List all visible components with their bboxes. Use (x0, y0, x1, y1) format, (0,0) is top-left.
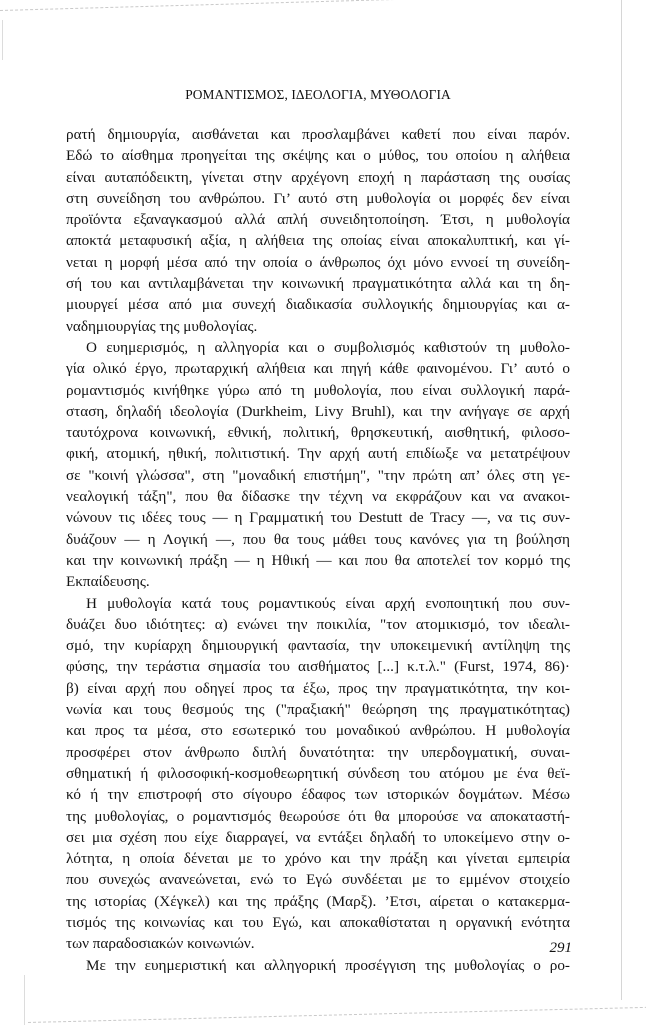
text-line: σμό, την κυρίαρχη δημιουργική φαντασία, την υποκειμενική αντίληψη της (66, 637, 570, 655)
scan-edge-left (2, 20, 3, 60)
text-line: σει μια σχέση που είχε διαρραγεί, να εντάξει δηλαδή το υποκείμενο στην ο- (66, 828, 570, 846)
text-line: που συνεχώς ανανεώνεται, ενώ το Εγώ συνδέεται με το εμμένον στοιχείο (66, 871, 570, 889)
scan-edge-bottom (28, 1007, 646, 1023)
paragraph (66, 124, 570, 337)
text-line: ταυτόχρονα κοινωνική, εθνική, πολιτική, θρησκευτική, αισθητική, φιλοσο- (66, 424, 570, 442)
scan-edge-left-bottom (24, 975, 25, 1025)
text-line: προσφέρει στον άνθρωπο διπλή δυνατότητα: την υπερδογματική, συναι- (66, 743, 570, 761)
text-line: των παραδοσιακών κοινωνιών. (66, 935, 255, 953)
text-line: φική, ατομική, ηθική, πολιτιστική. Την αρχή αυτή επιδίωξε να μετατρέψουν (66, 445, 570, 463)
text-line: τισμός της κοινωνίας και του Εγώ, και αποκαθίσταται η οργανική ενότητα (66, 913, 570, 931)
text-line: κό ή την επιστροφή στο σίγουρο έδαφος των ιστορικών δογμάτων. Μέσω (66, 786, 570, 804)
text-line: προϊόντα εξαναγκασμού αλλά απλή συνειδητοποίηση. Έτσι, η μυθολογία (66, 211, 570, 229)
text-line: νεται η μορφή μέσα από την οποία ο άνθρωπος όχι μόνο εννοεί τη συνείδη- (66, 253, 570, 271)
text-line: Εκπαίδευσης. (66, 573, 150, 591)
text-line: και την κοινωνική πράξη — η Ηθική — και που θα αποτελεί τον κορμό της (66, 551, 570, 569)
page-number: 291 (549, 940, 572, 956)
text-line: Η μυθολογία κατά τους ρομαντικούς είναι αρχή ενοποιητική που συν- (86, 594, 570, 612)
text-line: φύσης, την τεράστια σημασία του αισθήματος [...] κ.τ.λ." (Furst, 1974, 86)· (66, 658, 570, 676)
text-line: και προς τα μέσα, στο εσωτερικό του μοναδικού ανθρώπου. Η μυθολογία (66, 722, 570, 740)
text-line: σή του και αντιλαμβάνεται την κοινωνική πραγματικότητα αλλά και τη δη- (66, 275, 570, 293)
body-text (66, 124, 570, 976)
text-line: λότητα, η οποία δένεται με το χρόνο και την πράξη και γίνεται εμπειρία (66, 850, 570, 868)
running-head: ΡΟΜΑΝΤΙΣΜΟΣ, ΙΔΕΟΛΟΓΙΑ, ΜΥΘΟΛΟΓΙΑ (185, 87, 451, 102)
text-line: δυάζουν — η Λογική —, που θα τους μάθει τους κανόνες για τη βούληση (66, 530, 570, 548)
text-line: ρομαντισμός κινήθηκε γύρω από τη μυθολογία, που είναι συλλογική παρά- (66, 381, 570, 399)
text-line: β) είναι αρχή που οδηγεί προς τα έξω, προς την πραγματικότητα, την κοι- (66, 679, 570, 697)
text-line: νεαλογική τάξη", που θα δίδασκε την τέχνη να εκφράζουν και να ανακοι- (66, 488, 570, 506)
text-line: σε "κοινή γλώσσα", στη "μοναδική επιστήμη", "την πρώτη απ’ όλες στη γε- (66, 466, 570, 484)
text-line: στη συνείδηση του ανθρώπου. Γι’ αυτό στη μυθολογία οι μορφές δεν είναι (66, 189, 570, 207)
text-line: Με την ευημεριστική και αλληγορική προσέγγιση της μυθολογίας ο ρο- (86, 956, 570, 974)
paragraph (66, 593, 570, 955)
text-line: ρατή δημιουργία, αισθάνεται και προσλαμβάνει καθετί που είναι παρόν. (66, 126, 570, 143)
text-line: ναδημιουργίας της μυθολογίας. (66, 317, 258, 335)
text-line: της μυθολογίας, ο ρομαντισμός θεωρούσε ότι θα μπορούσε να αποκαταστή- (66, 807, 570, 825)
text-line: σταση, δηλαδή ιδεολογία (Durkheim, Livy Bruhl), και την ανήγαγε σε αρχή (66, 402, 570, 420)
text-line: σθηματική ή φιλοσοφική-κοσμοθεωρητική σύνδεση του ατόμου με ένα θεϊ- (66, 764, 570, 782)
text-line: νωνία και τους θεσμούς της ("πραξιακή" θεώρηση της πραγματικότητας) (66, 701, 570, 719)
text-line: νώνουν τις ιδέες τους — η Γραμματική του Destutt de Tracy —, να τις συν- (66, 509, 570, 527)
text-line: μιουργεί μέσα από μια συνεχή διαδικασία συλλογικής δημιουργίας και α- (66, 296, 570, 314)
text-line: Ο ευημερισμός, η αλληγορία και ο συμβολισμός καθιστούν τη μυθολο- (86, 338, 570, 356)
text-line: είναι αυταπόδεικτη, γίνεται στην αρχέγονη εποχή η παράσταση της ουσίας (66, 168, 570, 186)
paragraph (66, 337, 570, 593)
text-line: Εδώ το αίσθημα προηγείται της σκέψης και ο μύθος, του οποίου η αλήθεια (66, 147, 570, 165)
scan-edge-top (0, 0, 625, 11)
text-line: της ιστορίας (Χέγκελ) και της πράξης (Μαρξ). ’Ετσι, αίρεται ο κατακερμα- (66, 892, 570, 910)
paragraph (66, 955, 570, 976)
text-line: δυάζει δυο ιδιότητες: α) ενώνει την ποικιλία, "τον ατομικισμό, τον ιδεαλι- (66, 615, 570, 633)
text-line: γία ολικό έργο, πρωταρχική αλήθεια και πηγή κάθε φαινομένου. Γι’ αυτό ο (66, 360, 570, 378)
text-line: αποκτά μεταφυσική αξία, η αλήθεια της οποίας είναι αποκαλυπτική, και γί- (66, 232, 570, 250)
scan-edge-right (621, 0, 622, 1000)
